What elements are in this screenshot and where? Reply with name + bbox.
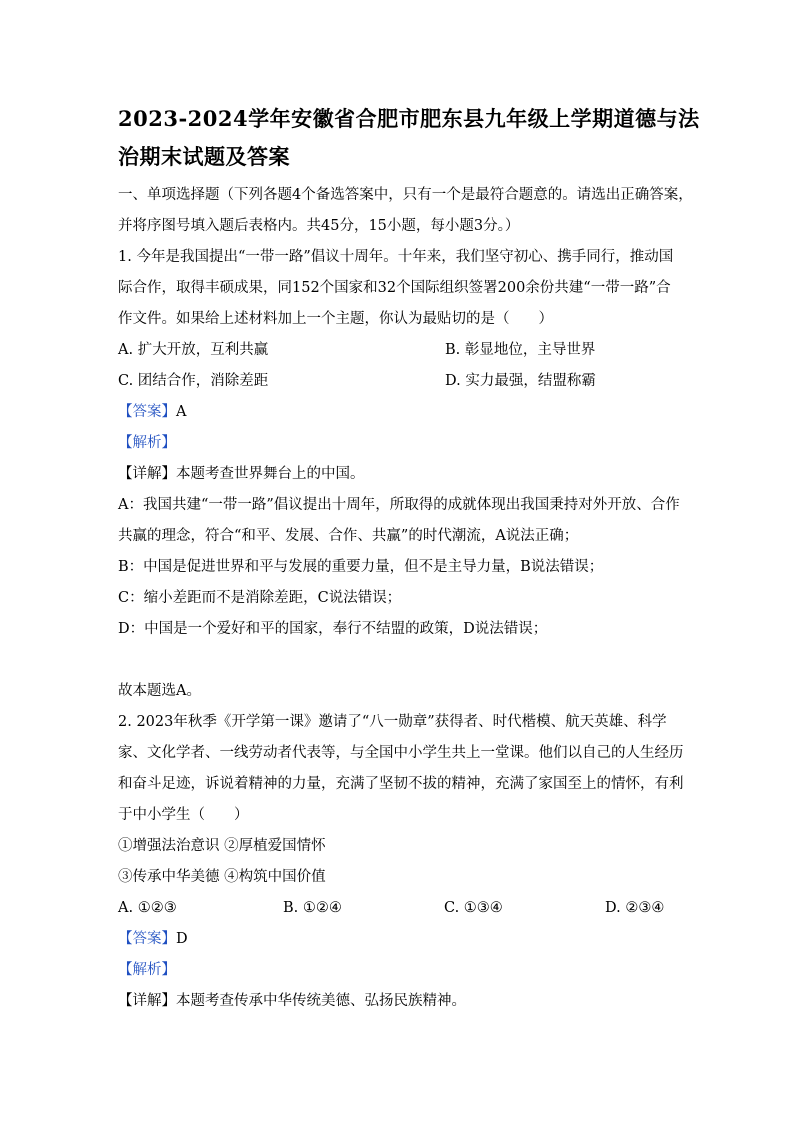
explanation-line: 共赢的理念，符合“和平、发展、合作、共赢”的时代潮流，A说法正确； [118, 528, 579, 544]
question-1-options-row-1 [118, 335, 678, 366]
explanation-line: B：中国是促进世界和平与发展的重要力量，但不是主导力量，B说法错误； [118, 559, 604, 575]
option-c: C. 团结合作，消除差距 [118, 373, 269, 389]
option-b: B. ①②④ [283, 900, 342, 916]
question-1-analysis [118, 428, 678, 459]
question-1-options-row-2 [118, 366, 678, 397]
answer-tag: 【答案】 [118, 931, 176, 947]
document-body [118, 180, 693, 1017]
detail-tag: 【详解】 [118, 466, 176, 482]
question-2-detail [118, 986, 678, 1017]
answer-value: D [176, 931, 188, 947]
detail-text: 本题考查世界舞台上的中国。 [176, 466, 365, 482]
question-2-answer [118, 924, 678, 955]
option-c: C. ①③④ [444, 900, 503, 916]
analysis-tag: 【解析】 [118, 962, 176, 978]
title-line-2: 治期末试题及答案 [118, 144, 290, 169]
question-2-stem-line: 和奋斗足迹，诉说着精神的力量，充满了坚韧不拔的精神，充满了家国至上的情怀，有利 [118, 776, 684, 792]
option-b: B. 彰显地位，主导世界 [445, 342, 596, 358]
question-1-answer [118, 397, 678, 428]
question-2-stem-line: 于中小学生（ ） [118, 807, 249, 823]
question-1-conclusion: 故本题选A。 [118, 683, 201, 699]
section-heading-line-1: 一、单项选择题（下列各题4个备选答案中，只有一个是最符合题意的。请选出正确答案， [118, 187, 693, 203]
explanation-line: D：中国是一个爱好和平的国家，奉行不结盟的政策，D说法错误； [118, 621, 548, 637]
answer-tag: 【答案】 [118, 404, 176, 420]
option-a: A. 扩大开放，互利共赢 [118, 342, 269, 358]
question-2-items-line-1: ①增强法治意识 ②厚植爱国情怀 [118, 838, 326, 854]
explanation-line: A：我国共建“一带一路”倡议提出十周年，所取得的成就体现出我国秉持对外开放、合作 [118, 497, 680, 513]
question-1-stem-line: 际合作，取得丰硕成果，同152个国家和32个国际组织签署200余份共建“一带一路”合 [118, 280, 671, 296]
question-2-stem-line: 家、文化学者、一线劳动者代表等，与全国中小学生共上一堂课。他们以自己的人生经历 [118, 745, 684, 761]
question-1-stem-line: 1. 今年是我国提出“一带一路”倡议十周年。十年来，我们坚守初心、携手同行，推动国 [118, 249, 674, 265]
option-d: D. 实力最强，结盟称霸 [445, 373, 596, 389]
option-d: D. ②③④ [605, 900, 665, 916]
explanation-line: C：缩小差距而不是消除差距，C说法错误； [118, 590, 402, 606]
question-2-options-row [118, 893, 678, 924]
question-2-items-line-2: ③传承中华美德 ④构筑中国价值 [118, 869, 326, 885]
question-2 [118, 707, 684, 1017]
section-heading-line-2: 并将序图号填入题后表格内。共45分，15小题，每小题3分。） [118, 218, 520, 234]
analysis-tag: 【解析】 [118, 435, 176, 451]
question-1-detail [118, 459, 678, 490]
title-line-1: 2023-2024学年安徽省合肥市肥东县九年级上学期道德与法 [118, 106, 700, 131]
document-title [118, 100, 700, 176]
detail-tag: 【详解】 [118, 993, 176, 1009]
question-1-stem-line: 作文件。如果给上述材料加上一个主题，你认为最贴切的是（ ） [118, 311, 553, 327]
detail-text: 本题考查传承中华传统美德、弘扬民族精神。 [176, 993, 466, 1009]
question-2-analysis [118, 955, 678, 986]
question-2-stem-line: 2. 2023年秋季《开学第一课》邀请了“八一勋章”获得者、时代楷模、航天英雄、科学 [118, 714, 667, 730]
blank-line [118, 645, 678, 676]
option-a: A. ①②③ [118, 900, 177, 916]
answer-value: A [176, 404, 187, 420]
question-1 [118, 242, 678, 707]
